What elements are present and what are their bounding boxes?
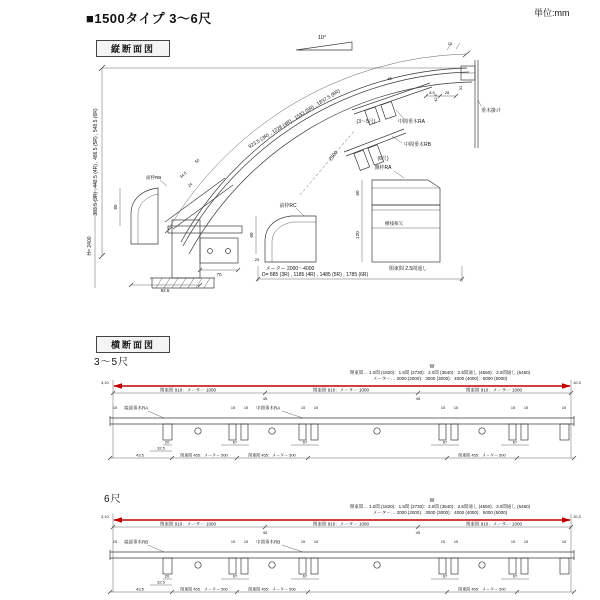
dim-15: 15	[523, 406, 529, 410]
dim-45: 45	[415, 530, 421, 535]
dim-15: 15	[510, 406, 516, 410]
radius-dim: 2500	[327, 149, 340, 163]
dim-20: 20	[164, 439, 170, 445]
meter-range-note: メーター 2000〜4000	[265, 266, 315, 272]
kanto-width-line: 関東間… 1.0間 (1820)：1.5間 (2730)：2.0間 (3640)：2.5間通し (4550)：3.0間通し (5460)	[349, 504, 531, 509]
cross-section-6-drawing	[100, 496, 597, 600]
section-mark	[195, 562, 201, 568]
dim-92-5: 92.5	[160, 288, 170, 293]
dim-43-5: 43.5	[136, 586, 144, 592]
dim-15: 15	[510, 540, 516, 544]
bay-455-dim: 関東間 455：メーター 500	[248, 452, 296, 458]
dim-15: 15	[440, 406, 446, 410]
section-mark	[269, 562, 275, 568]
dim-43-5: 43.5	[136, 452, 144, 458]
mid-rafter	[229, 558, 236, 574]
dim-67: 67	[232, 573, 238, 579]
side-frame-ra-profile	[355, 180, 440, 262]
left-offset-dim: 3,10	[101, 380, 109, 385]
side-frame-label: 側枠RA	[374, 165, 392, 171]
front-frame-rb-label: 面枠RB	[146, 175, 162, 180]
meter-width-line: メーター… 2000 (2000)：3000 (3000)：4000 (4000)：5000 (5000)	[372, 376, 508, 381]
width-label: W	[429, 364, 435, 370]
end-rafter	[560, 558, 569, 574]
dim-45: 45	[262, 396, 268, 401]
dim-15: 15	[440, 540, 446, 544]
dim-45: 45	[415, 396, 421, 401]
dim-15: 15	[561, 406, 567, 410]
rafter-hanger-label: 垂木掛け	[481, 108, 502, 114]
vertical-section-title: 縦断面図	[96, 40, 170, 57]
bay-910-dim: 関東間 910：メーター 1000	[159, 387, 217, 393]
kanto-width-line: 関東間… 1.0間 (1820)：1.5間 (2730)：2.0間 (3640)：2.5間通し (4550)：3.0間通し (5460)	[349, 370, 531, 375]
dim-67: 67	[442, 439, 448, 445]
dim-32-5: 32.5	[157, 579, 165, 585]
yokosan-label: 横桟相欠	[385, 221, 403, 226]
end-rafter	[163, 558, 172, 574]
mid-rafter-label: 中間垂木RA	[256, 405, 281, 411]
cross-section-title: 横断面図	[96, 336, 170, 353]
mid-rafter	[439, 558, 446, 574]
dim-67: 67	[512, 439, 518, 445]
dim-8-5: 8.5	[429, 90, 435, 95]
width-label: W	[429, 498, 435, 504]
variant-label-3-5: 3〜5尺	[94, 357, 130, 368]
dim-120: 120	[355, 231, 360, 239]
bay-910-dim: 関東間 910：メーター 1000	[312, 387, 370, 393]
bay-910-dim: 関東間 910：メーター 1000	[312, 521, 370, 527]
dim-15: 15	[300, 540, 306, 544]
dim-31: 31	[458, 85, 463, 91]
dim-67: 67	[302, 439, 308, 445]
dim-15: 15	[243, 540, 249, 544]
bay-455-dim: 関東間 455：メーター 500	[458, 586, 506, 592]
depth-dim: D= 885 (3R) , 1185 (4R) , 1485 (5R) , 1785 (6R)	[262, 272, 369, 278]
dim-70: 70	[216, 272, 222, 277]
front-frame-rc-profile	[249, 202, 316, 262]
kanto-range-note: 関東間 2.5間通し	[388, 266, 428, 272]
dim-60-left: 60	[249, 232, 254, 238]
bay-910-dim: 関東間 910：メーター 1000	[465, 521, 523, 527]
dim-67: 67	[442, 573, 448, 579]
dim-15: 15	[561, 540, 567, 544]
bay-910-dim: 関東間 910：メーター 1000	[465, 387, 523, 393]
slope-label: 10°	[317, 35, 327, 41]
end-rafter	[163, 424, 172, 440]
front-frame-rb-profile	[131, 188, 158, 244]
left-offset-dim: 3,10	[101, 514, 109, 519]
vertical-section-drawing	[0, 30, 600, 293]
dim-34-5: 34.5	[178, 170, 188, 180]
dim-15: 15	[112, 406, 118, 410]
dim-15: 15	[313, 406, 319, 410]
roof-arc-outer	[181, 68, 467, 242]
dim-15: 15	[230, 540, 236, 544]
dim-15: 15	[453, 406, 459, 410]
mid-rafter	[439, 424, 446, 440]
post	[172, 220, 200, 278]
dim-h2400: H= 2400	[87, 236, 93, 256]
dim-24: 24	[186, 181, 194, 189]
slope-wedge	[296, 42, 352, 50]
dim-46: 46	[386, 75, 393, 82]
right-offset-dim: 10,3	[573, 514, 581, 519]
end-rafter-label: 端部垂木RA	[124, 405, 149, 411]
dim-28: 28	[444, 90, 450, 95]
dim-42-5: 42.5	[433, 94, 438, 102]
mid-rafter	[229, 424, 236, 440]
bay-455-dim: 関東間 455：メーター 500	[458, 452, 506, 458]
dim-80: 80	[113, 204, 118, 210]
dim-67: 67	[232, 439, 238, 445]
meter-width-line: メーター… 2000 (2000)：3000 (3000)：4000 (4000)：5000 (5000)	[372, 510, 508, 515]
variant-label-6: 6尺	[104, 494, 122, 505]
mid-rafter-rb-label: 中間垂木RB	[404, 142, 431, 148]
mid-rafter	[509, 558, 516, 574]
dim-67: 67	[512, 573, 518, 579]
dim-15: 15	[453, 540, 459, 544]
dim-15-top: 15	[447, 41, 453, 46]
bay-455-dim: 関東間 455：メーター 500	[180, 452, 228, 458]
curve-length-dim: 923.5 (3R) , 1228 (4R) , 1533 (5R) , 1837.5 (6R)	[247, 88, 342, 151]
mid-rafter	[299, 558, 306, 574]
cross-section-3-5-drawing	[100, 362, 597, 466]
dim-20: 20	[164, 573, 170, 579]
section-mark	[479, 428, 485, 434]
dim-50: 50	[193, 157, 201, 165]
dim-67: 67	[302, 573, 308, 579]
dim-25: 25	[254, 257, 260, 262]
unit-label: 単位:mm	[534, 8, 570, 18]
section-mark	[269, 428, 275, 434]
detail-6-label: (6尺)	[377, 156, 389, 162]
end-rafter	[560, 424, 569, 440]
bay-455-dim: 関東間 455：メーター 500	[248, 586, 296, 592]
bracket-plate	[200, 238, 238, 263]
section-mark	[479, 562, 485, 568]
mid-rafter-ra-label: 中間垂木RA	[398, 119, 425, 125]
page-title: ■1500タイプ 3〜6尺	[86, 11, 212, 26]
dim-32-5: 32.5	[157, 445, 165, 451]
dim-60-right: 60	[355, 190, 360, 196]
right-offset-dim: 10,3	[573, 380, 581, 385]
section-mark	[195, 428, 201, 434]
dim-15: 15	[300, 406, 306, 410]
post-assembly	[131, 174, 242, 288]
mid-rafter	[509, 424, 516, 440]
dim-15: 15	[230, 406, 236, 410]
mid-rafter-label: 中間垂木RB	[256, 539, 281, 545]
section-mark	[374, 562, 380, 568]
detail-mid-rafter-ra	[352, 75, 438, 125]
dim-45: 45	[262, 530, 268, 535]
bay-910-dim: 関東間 910：メーター 1000	[159, 521, 217, 527]
detail-3-5-label: (3〜5尺)	[356, 119, 376, 125]
left-height-dim: 383.5 (3R) , 442.5 (4R) , 486.5 (5R) , 548.5 (6R)	[93, 108, 99, 216]
dim-15: 15	[313, 540, 319, 544]
section-mark	[374, 428, 380, 434]
mid-rafter	[299, 424, 306, 440]
dim-15: 15	[112, 540, 118, 544]
dim-15: 15	[523, 540, 529, 544]
end-rafter-label: 端部垂木RB	[124, 539, 149, 545]
bay-455-dim: 関東間 455：メーター 500	[180, 586, 228, 592]
front-frame-rc-label: 前枠RC	[279, 203, 297, 209]
dim-15: 15	[243, 406, 249, 410]
